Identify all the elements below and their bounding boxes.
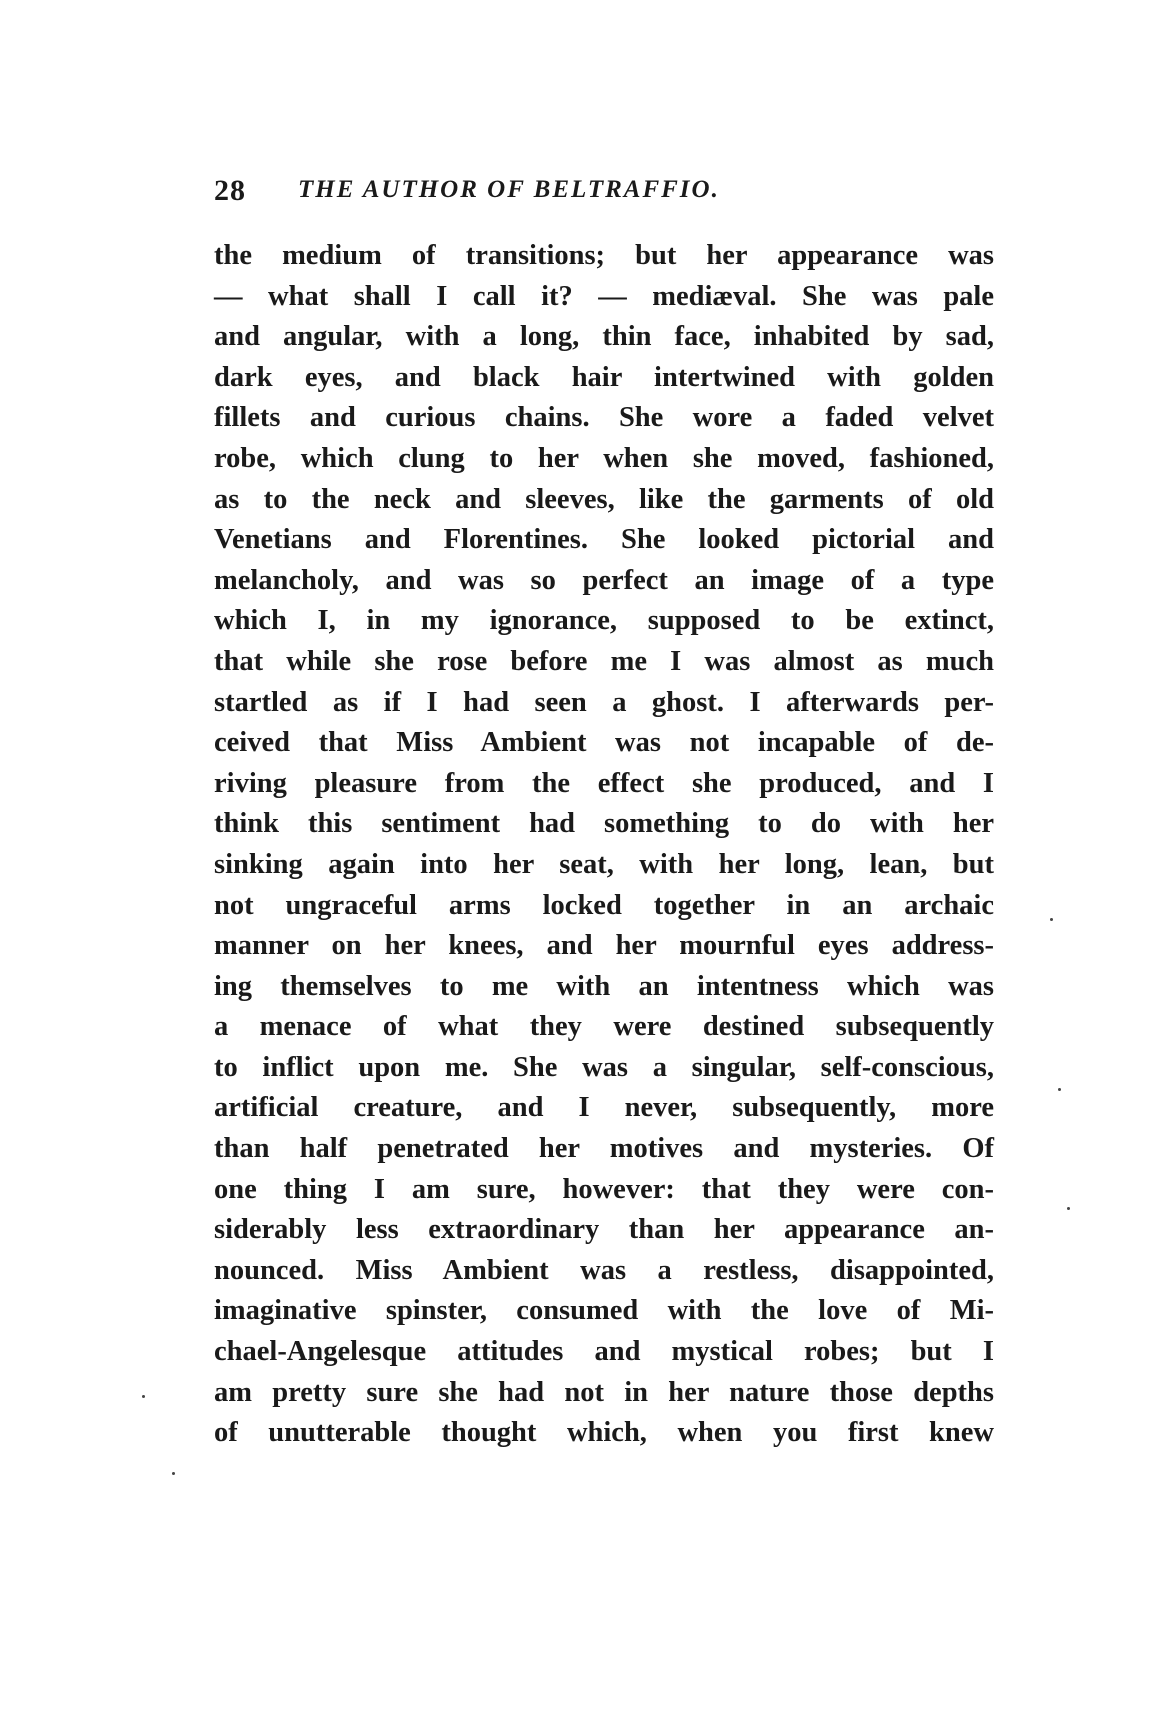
text-line: dark eyes, and black hair intertwined with golden [214,361,994,393]
running-title: THE AUTHOR OF BELTRAFFIO. [298,176,720,203]
text-line: not ungraceful arms locked together in an archaic [214,889,994,921]
text-line: which I, in my ignorance, supposed to be extinct, [214,605,994,637]
text-line: startled as if I had seen a ghost. I afterwards per- [214,686,994,718]
text-line: sinking again into her seat, with her long, lean, but [214,848,994,880]
body-text [214,236,994,1454]
text-line: am pretty sure she had not in her nature those depths [214,1376,994,1408]
text-line: melancholy, and was so perfect an image of a type [214,564,994,596]
text-line: that while she rose before me I was almost as much [214,645,994,677]
scan-speck [1058,1088,1061,1091]
scan-speck [1067,1207,1070,1210]
scan-speck [172,1472,175,1475]
scan-speck [142,1395,145,1398]
scan-speck [1050,918,1053,921]
text-line: a menace of what they were destined subsequently [214,1011,994,1043]
text-line: ceived that Miss Ambient was not incapable of de- [214,727,994,759]
text-line: as to the neck and sleeves, like the garments of old [214,483,994,515]
text-line: Venetians and Florentines. She looked pictorial and [214,524,994,556]
text-line: siderably less extraordinary than her appearance an- [214,1214,994,1246]
text-line: riving pleasure from the effect she produced, and I [214,767,994,799]
text-line: to inflict upon me. She was a singular, self-conscious, [214,1051,994,1083]
text-line: fillets and curious chains. She wore a faded velvet [214,402,994,434]
text-line: imaginative spinster, consumed with the love of Mi- [214,1295,994,1327]
text-line: than half penetrated her motives and mysteries. Of [214,1133,994,1165]
text-line: and angular, with a long, thin face, inhabited by sad, [214,321,994,353]
text-line: manner on her knees, and her mournful eyes address- [214,930,994,962]
text-line: ing themselves to me with an intentness which was [214,970,994,1002]
text-line: think this sentiment had something to do with her [214,808,994,840]
text-line: chael-Angelesque attitudes and mystical robes; but I [214,1336,994,1368]
text-line: one thing I am sure, however: that they were con- [214,1173,994,1205]
page-number: 28 [214,174,246,207]
running-head [214,174,994,214]
text-line: robe, which clung to her when she moved, fashioned, [214,442,994,474]
text-line: the medium of transitions; but her appearance was [214,240,994,271]
text-line: artificial creature, and I never, subsequently, more [214,1092,994,1124]
text-line: of unutterable thought which, when you first knew [214,1417,994,1449]
text-line: nounced. Miss Ambient was a restless, disappointed, [214,1254,994,1286]
text-line: — what shall I call it? — mediæval. She was pale [214,280,994,312]
